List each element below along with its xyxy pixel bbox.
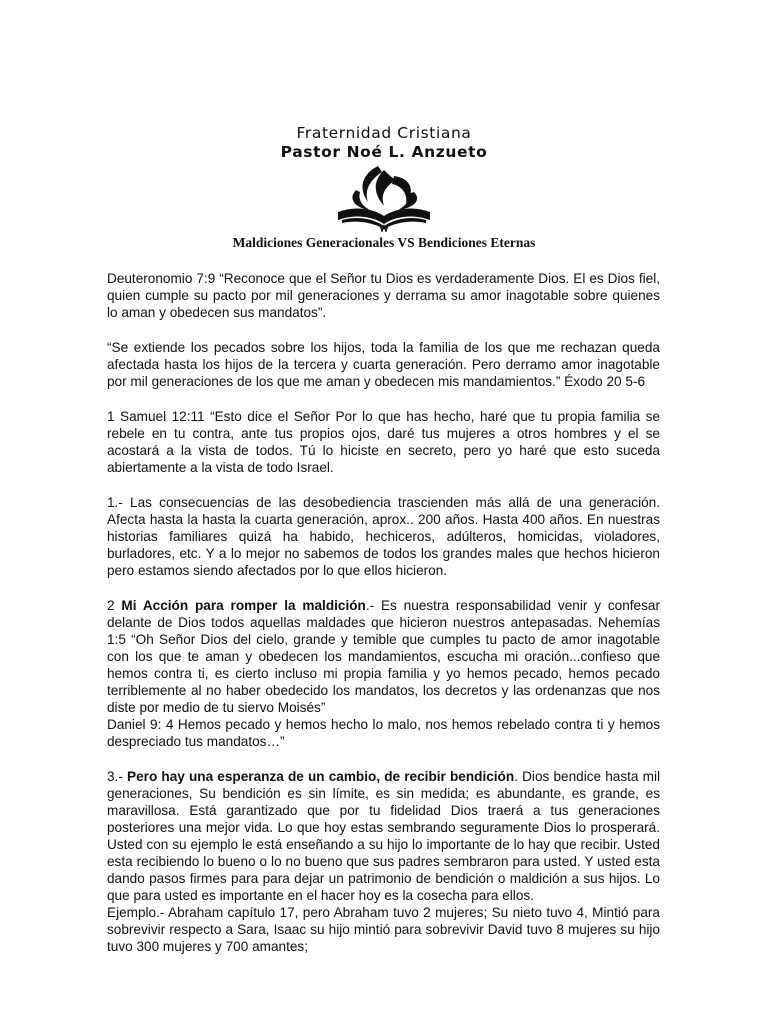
paragraph-samuel: 1 Samuel 12:11 “Esto dice el Señor Por lo que has hecho, haré que tu propia familia se rebele en tu contra, ante tus propios ojos, daré tus mujeres a otros hombres y el se acostará a la vista de todos. Tú lo hiciste en secreto, pero yo haré que esto suceda abiertamente a la vista de todo Israel. <box>107 409 660 475</box>
paragraph-ejemplo: Ejemplo.- Abraham capítulo 17, pero Abraham tuvo 2 mujeres; Su nieto tuvo 4, Mintió para sobrevivir respecto a Sara, Isaac su hijo mintió para sobrevivir David tuvo 8 mujeres su hijo tuvo 300 mujeres y 700 amantes; <box>107 905 660 954</box>
point-2-heading: Mi Acción para romper la maldición <box>121 598 366 613</box>
paragraph-point-1: 1.- Las consecuencias de las desobediencia trascienden más allá de una generación. Afecta hasta la hasta la cuarta generación, aprox.. 200 años. Hasta 400 años. En nuestras historias familiares quizá ha habido, hechiceros, adúlteros, homicidas, violadores, burladores, etc. Y a lo mejor no sabemos de todos los grandes males que hechos hicieron pero estamos siendo afectados por lo que ellos hicieron. <box>107 495 660 578</box>
paragraph-deuteronomio: Deuteronomio 7:9 “Reconoce que el Señor tu Dios es verdaderamente Dios. El es Dios fiel, quien cumple su pacto por mil generaciones y derrama su amor inagotable sobre quienes lo aman y obedecen sus mandatos”. <box>107 271 660 320</box>
point-2-number: 2 <box>107 598 122 613</box>
document-header <box>0 124 768 162</box>
point-3-heading: Pero hay una esperanza de un cambio, de recibir bendición <box>127 769 515 784</box>
flame-over-open-book-icon <box>334 162 434 232</box>
organization-name: Fraternidad Cristiana <box>296 124 472 142</box>
document-body <box>107 270 660 973</box>
document-title: Maldiciones Generacionales VS Bendiciones Eternas <box>232 235 536 250</box>
paragraph-exodo: “Se extiende los pecados sobre los hijos, toda la familia de los que me rechazan queda afectada hasta los hijos de la tercera y cuarta generación. Pero derramo amor inagotable por mil generaciones de los que me aman y obedecen mis mandamientos.” Éxodo 20 5-6 <box>107 340 660 389</box>
point-3-number: 3.- <box>107 769 128 784</box>
point-3-text: . Dios bendice hasta mil generaciones, Su bendición es sin límite, es sin medida; es abundante, es grande, es maravillosa. Está garantizado que por tu fidelidad Dios traerá a tus generaciones posteriores una mejor vida. Lo que hoy estas sembrando seguramente Dios lo prosperará. Usted con su ejemplo le está enseñando a su hijo lo importante de lo hay que recibir. Usted esta recibiendo lo bueno o lo no bueno que sus padres sembraron para usted. Y usted esta dando pasos firmes para para dejar un patrimonio de bendición o maldición a sus hijos. Lo que para usted es importante en el hacer hoy es la cosecha para ellos. <box>107 769 660 903</box>
paragraph-point-2 <box>107 597 660 716</box>
paragraph-point-3 <box>107 768 660 904</box>
point-2-text: .- Es nuestra responsabilidad venir y confesar delante de Dios todos aquellas maldades que hicieron nuestros antepasadas. Nehemías 1:5 “Oh Señor Dios del cielo, grande y temible que cumples tu pacto de amor inagotable con los que te aman y obedecen los mandamientos, escucha mi oración...confieso que hemos contra ti, es cierto incluso mi propia familia y yo hemos pecado, hemos pecado terriblemente al no haber obedecido los mandatos, los decretos y las ordenanzas que nos diste por medio de tu siervo Moisés” <box>107 598 660 715</box>
pastor-name: Pastor Noé L. Anzueto <box>280 143 488 161</box>
paragraph-daniel: Daniel 9: 4 Hemos pecado y hemos hecho lo malo, nos hemos rebelado contra ti y hemos despreciado tus mandatos…” <box>107 717 660 749</box>
